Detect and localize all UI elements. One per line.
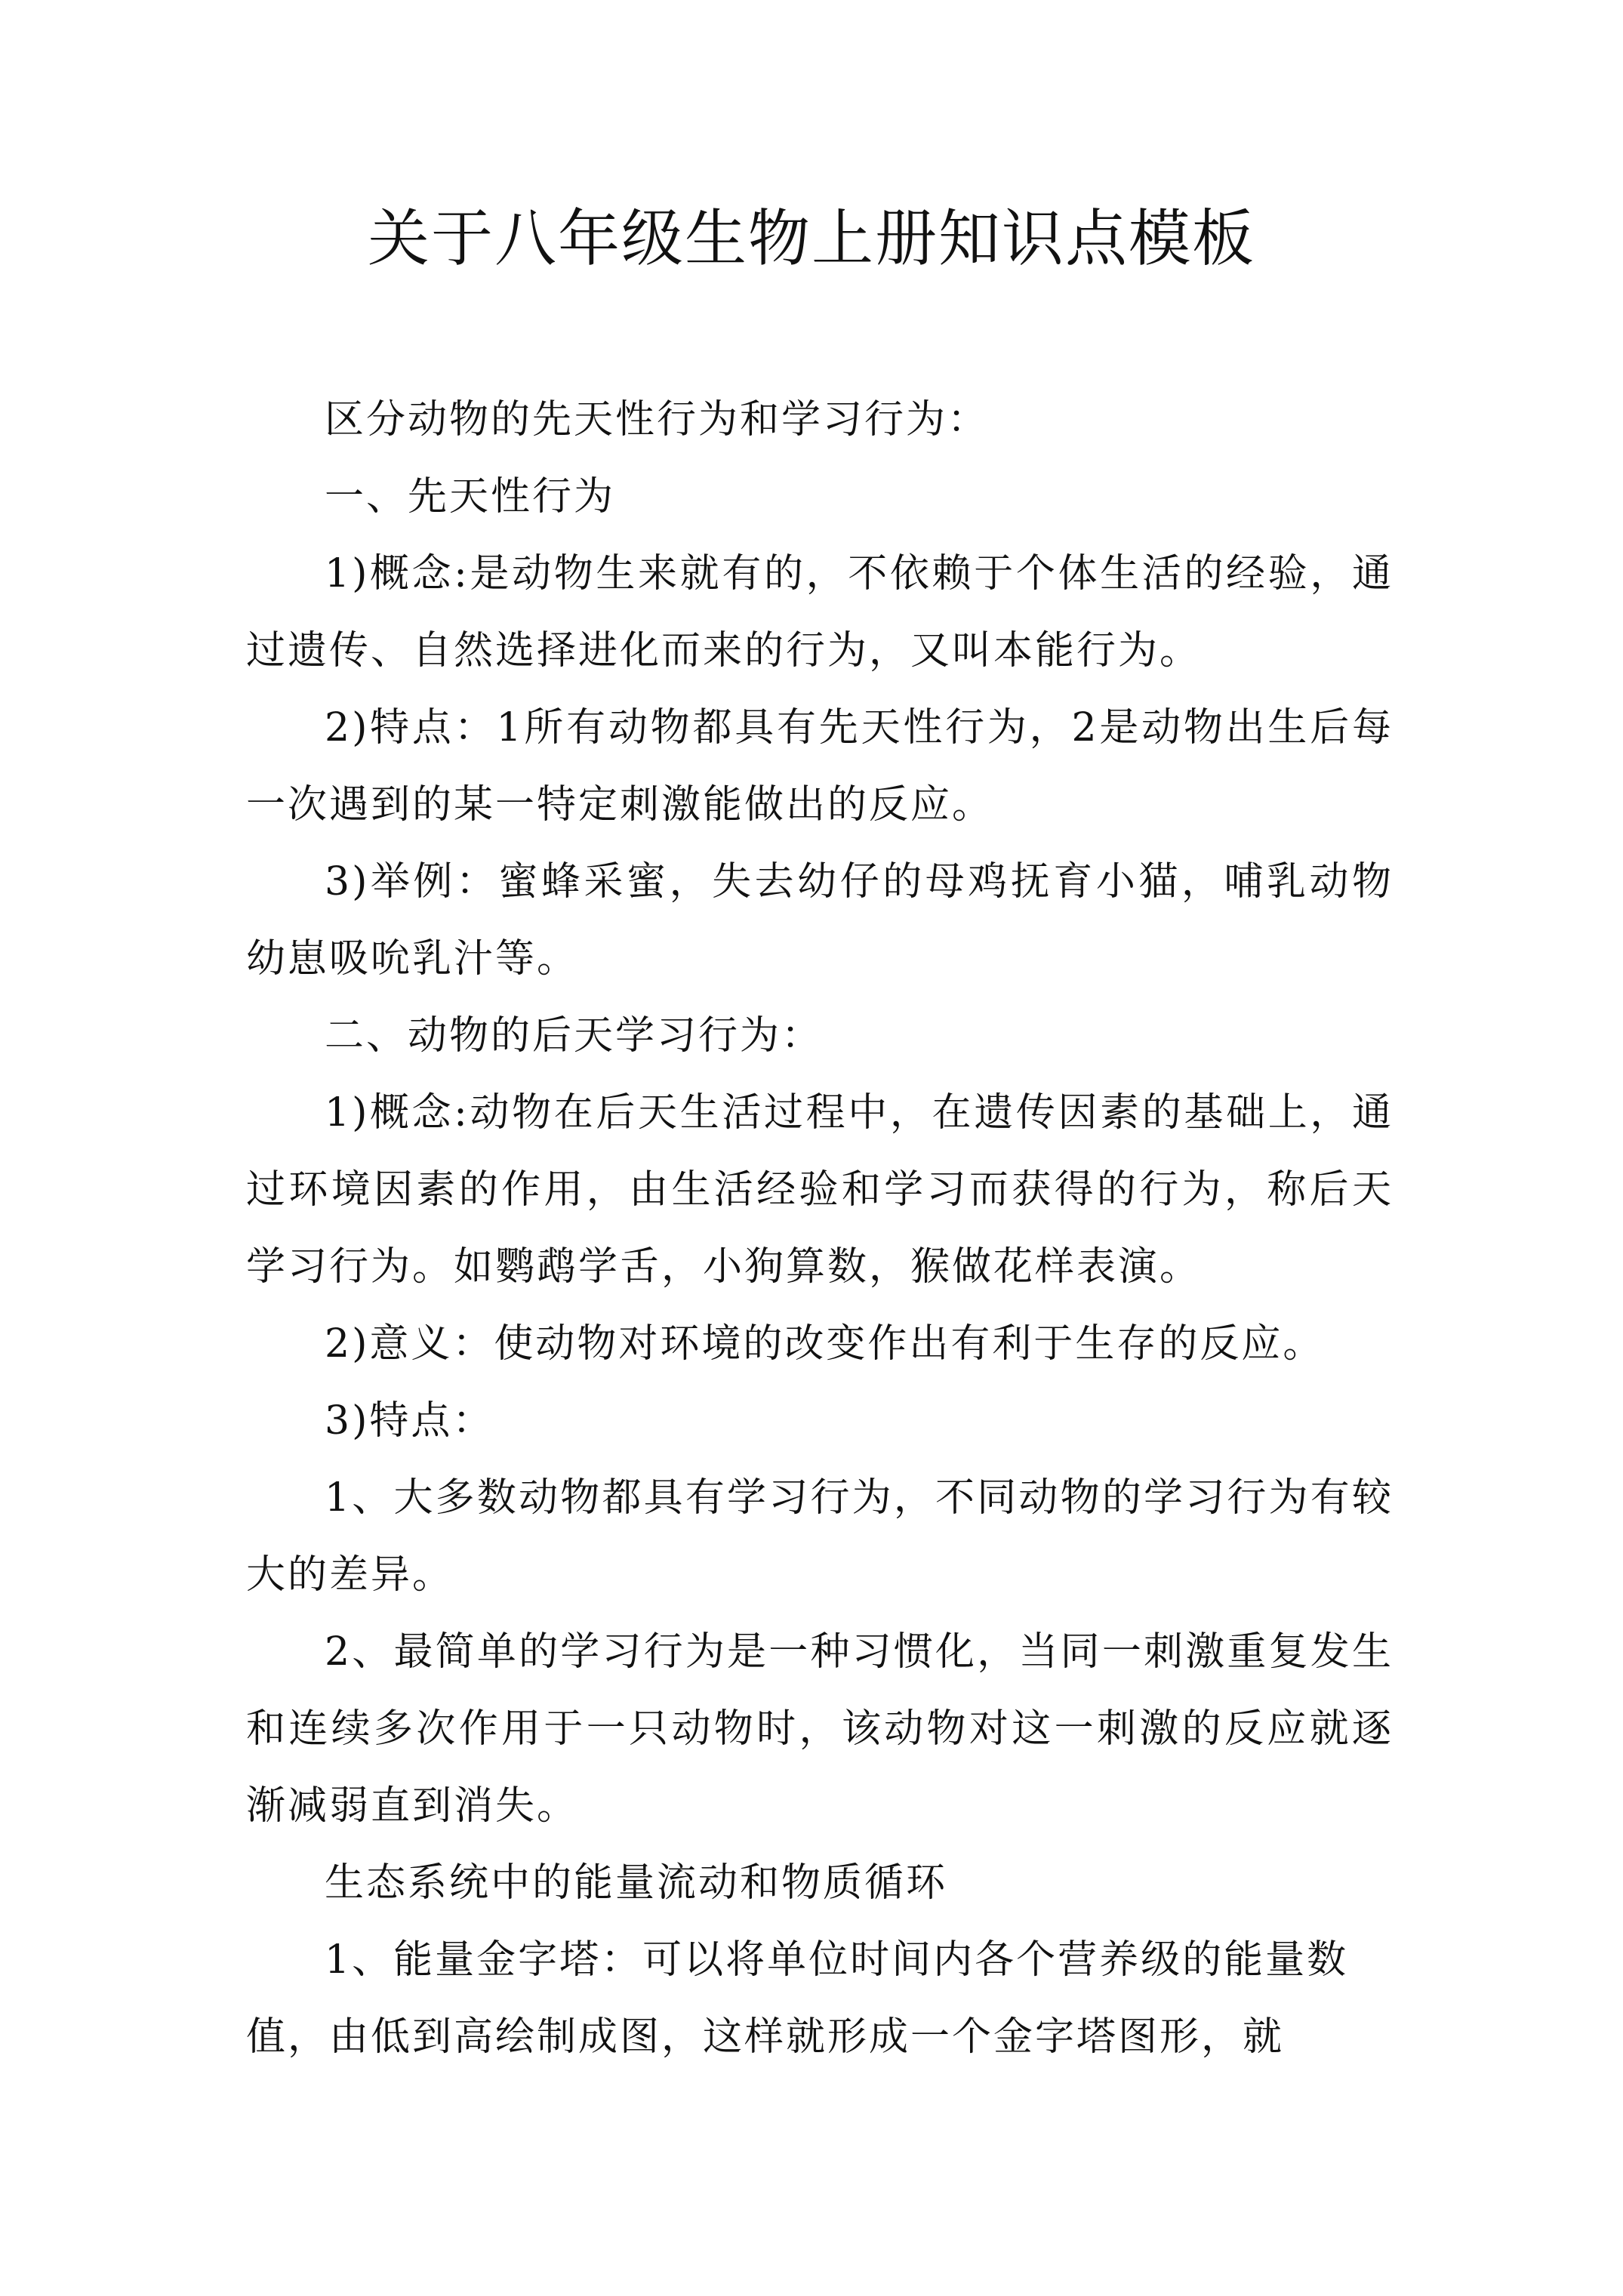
paragraph: 2)特点：1所有动物都具有先天性行为，2是动物出生后每一次遇到的某一特定刺激能做出的反应。 [246, 705, 1394, 827]
paragraph: 3)特点： [325, 1398, 494, 1444]
section-heading: 一、先天性行为 [325, 474, 616, 519]
paragraph: 3)举例：蜜蜂采蜜，失去幼仔的母鸡抚育小猫，哺乳动物幼崽吸吮乳汁等。 [246, 859, 1394, 982]
paragraph: 1)概念:动物在后天生活过程中，在遗传因素的基础上，通过环境因素的作用，由生活经验和学习而获得的行为，称后天学习行为。如鹦鹉学舌，小狗算数，猴做花样表演。 [246, 1090, 1394, 1290]
document-body [246, 381, 1394, 2076]
document-title: 关于八年级生物上册知识点模板 [367, 203, 1255, 275]
section-heading: 生态系统中的能量流动和物质循环 [325, 1860, 948, 1906]
paragraph: 1、大多数动物都具有学习行为，不同动物的学习行为有较大的差异。 [246, 1475, 1394, 1598]
paragraph: 1、能量金字塔：可以将单位时间内各个营养级的能量数值，由低到高绘制成图，这样就形成一个金字塔图形，就 [246, 1937, 1349, 2060]
paragraph: 2、最简单的学习行为是一种习惯化，当同一刺激重复发生和连续多次作用于一只动物时，该动物对这一刺激的反应就逐渐减弱直到消失。 [246, 1629, 1394, 1829]
paragraph: 2)意义：使动物对环境的改变作出有利于生存的反应。 [325, 1321, 1325, 1367]
paragraph: 区分动物的先天性行为和学习行为： [325, 397, 990, 442]
section-heading: 二、动物的后天学习行为： [325, 1013, 824, 1059]
paragraph: 1)概念:是动物生来就有的，不依赖于个体生活的经验，通过遗传、自然选择进化而来的行为，又叫本能行为。 [246, 551, 1394, 673]
